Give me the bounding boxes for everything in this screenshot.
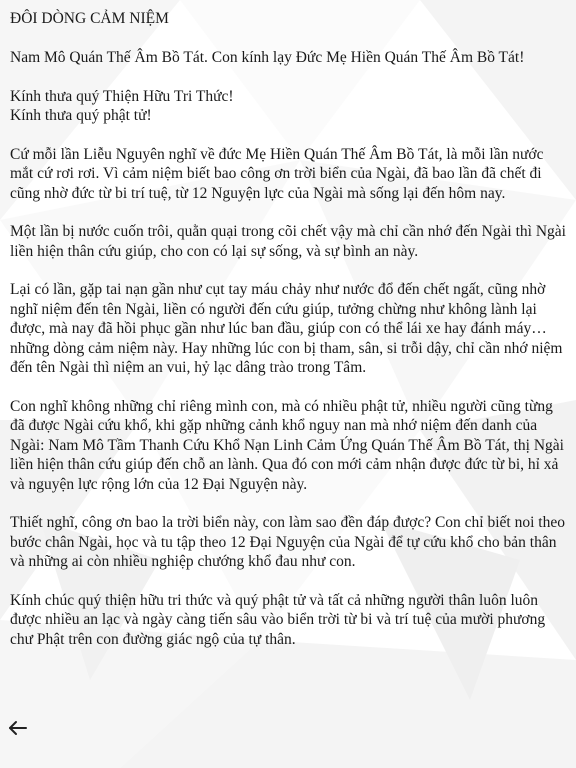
- document-body: [10, 48, 566, 649]
- paragraph: [10, 591, 566, 650]
- paragraph: [10, 513, 566, 572]
- paragraph-line: Con nghĩ không những chỉ riêng mình con, mà có nhiều phật tử, nhiều người cũng từng đã được Ngài cứu khổ, khi gặp những cảnh khổ nguy nan mà nhớ niệm đến danh của Ngài: Nam Mô Tầm Thanh Cứu Khổ Nạn Linh Cảm Ứng Quán Thế Âm Bồ Tát, thị Ngài liền hiện thân cứu giúp đến chỗ an lành. Qua đó con mới cảm nhận được đức từ bi, hỉ xả và nguyện lực rộng lớn của 12 Đại Nguyện này.: [10, 397, 564, 493]
- paragraph-line: Một lần bị nước cuốn trôi, quằn quại trong cõi chết vậy mà chỉ cần nhớ đến Ngài thì Ngài liền hiện thân cứu giúp, cho con có lại sự sống, và sự bình an này.: [10, 223, 566, 260]
- paragraph-line: Cứ mỗi lần Liễu Nguyên nghĩ về đức Mẹ Hiền Quán Thế Âm Bồ Tát, là mỗi lần nước mắt cứ rơi rơi. Vì cảm niệm biết bao công ơn trời biển của Ngài, đã bao lần đã chết đi cũng nhờ đức từ bi trí tuệ, từ 12 Nguyện lực của Ngài mà sống lại đến hôm nay.: [10, 145, 544, 202]
- paragraph-line: Lại có lần, gặp tai nạn gần như cụt tay máu chảy như nước đổ đến chết ngất, cũng nhờ nghĩ niệm đến tên Ngài, liền có người đến cứu giúp, tưởng chừng như không lành lại được, mà nay đã hồi phục gần như lúc ban đầu, giúp con có thể lái xe hay đánh máy… những dòng cảm niệm này. Hay những lúc con bị tham, sân, si trỗi dậy, chỉ cần nhớ niệm đến tên Ngài thì niệm an vui, hỷ lạc dâng trào trong Tâm.: [10, 281, 563, 376]
- paragraph-line: Kính chúc quý thiện hữu tri thức và quý phật tử và tất cả những người thân luôn luôn được nhiều an lạc và ngày càng tiến sâu vào biển trời từ bi và trí tuệ của mười phương chư Phật trên con đường giác ngộ của tự thân.: [10, 591, 546, 648]
- arrow-left-icon: [8, 720, 28, 736]
- paragraph-line: Nam Mô Quán Thế Âm Bồ Tát. Con kính lạy Đức Mẹ Hiền Quán Thế Âm Bồ Tát!: [10, 49, 525, 66]
- paragraph-line: Kính thưa quý Thiện Hữu Tri Thức!: [10, 87, 234, 105]
- paragraph: [10, 280, 566, 378]
- paragraph-line: Kính thưa quý phật tử!: [10, 107, 152, 124]
- back-button[interactable]: [4, 714, 32, 742]
- paragraph-line: Thiết nghĩ, công ơn bao la trời biển này, con làm sao đền đáp được? Con chỉ biết noi theo bước chân Ngài, học và tu tập theo 12 Đại Nguyện của Ngài để tự cứu khổ cho bản thân và những ai còn nhiều nghiệp chướng khổ đau như con.: [10, 514, 565, 570]
- paragraph: [10, 145, 566, 204]
- paragraph: [10, 397, 566, 495]
- document-title: ĐÔI DÒNG CẢM NIỆM: [10, 10, 169, 27]
- paragraph: [10, 48, 566, 68]
- paragraph: [10, 222, 566, 261]
- document-content: [10, 9, 566, 668]
- paragraph: [10, 87, 566, 126]
